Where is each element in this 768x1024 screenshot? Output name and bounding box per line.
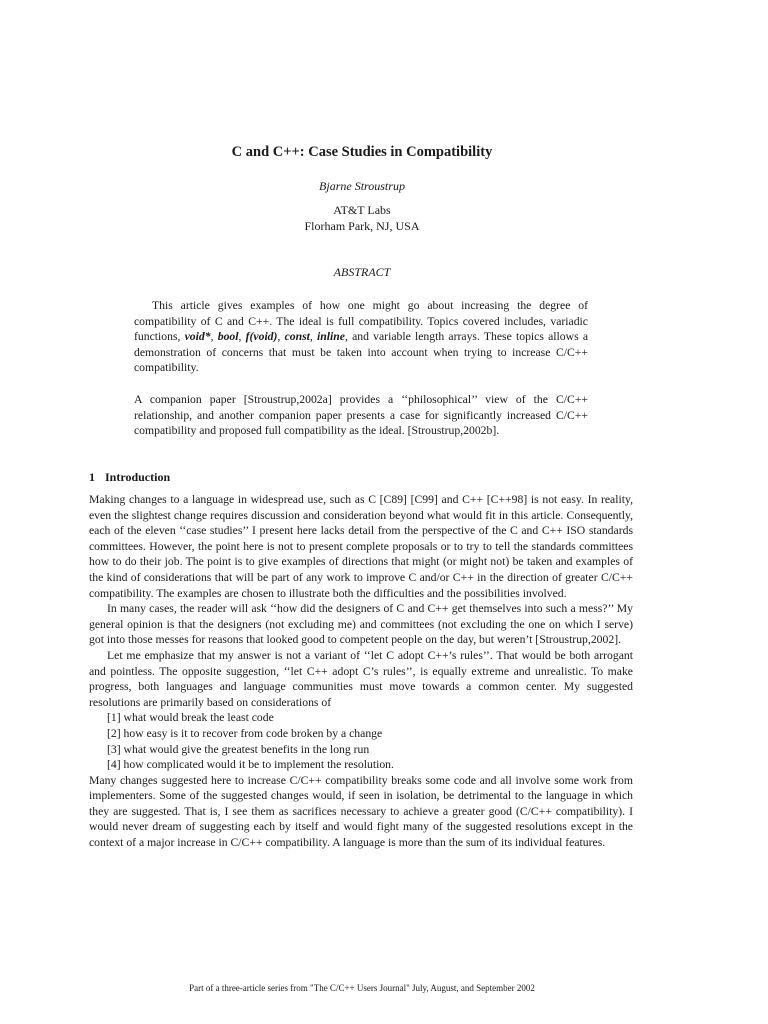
abstract-separator: , bbox=[309, 330, 318, 344]
body-paragraph-1: Making changes to a language in widespread use, such as C [C89] [C99] and C++ [C++98] is not easy. In reality, even the slightest change requires discussion and consideration beyond what would fit in this article. Consequently, each of the eleven ‘‘case studies’’ I present here lacks detail from the perspective of the C and C++ ISO standards committees. However, the point here is not to present complete proposals or to try to tell the standards committees how to do their job. The point is to give examples of directions that might (or might not) be taken and examples of the kind of considerations that will be part of any work to improve C and/or C++ in the direction of greater C/C++ compatibility. The examples are chosen to illustrate both the difficulties and the possibilities involved. bbox=[89, 493, 633, 600]
body-paragraph-4: Many changes suggested here to increase C/C++ compatibility breaks some code and all involve some work from implementers. Some of the suggested changes would, if seen in isolation, be detrimental to the language in which they are suggested. That is, I see them as sacrifices necessary to achieve a greater good (C/C++ compatibility). I would never dream of suggesting each by itself and would fight many of the suggested resolutions except in the context of a major increase in C/C++ compatibility. A language is more than the sum of its individual features. bbox=[89, 773, 633, 850]
list-item: [3] what would give the greatest benefits in the long run bbox=[107, 742, 370, 756]
keyword-f-void: f(void) bbox=[245, 330, 278, 344]
section-number: 1 bbox=[89, 470, 95, 484]
section-heading bbox=[89, 470, 170, 485]
abstract-heading: ABSTRACT bbox=[333, 265, 391, 279]
affiliation bbox=[0, 202, 724, 234]
abstract-text-a: This article gives examples of how one might go about increasing the degree of compatibility of C and C++. The ideal is full compatibility. Topics covered includes, variadic functions, bbox=[134, 299, 588, 344]
paper-title: C and C++: Case Studies in Compatibility bbox=[231, 144, 493, 160]
list-item: [2] how easy is it to recover from code broken by a change bbox=[107, 726, 383, 740]
keyword-bool: bool bbox=[217, 330, 239, 344]
list-item: [1] what would break the least code bbox=[107, 711, 274, 725]
body-paragraph-3: Let me emphasize that my answer is not a variant of ‘‘let C adopt C++’s rules’’. That would be both arrogant and pointless. The opposite suggestion, ‘‘let C++ adopt C’s rules’’, is equally extreme and unrealistic. To make progress, both languages and language communities must move towards a common center. My suggested resolutions are primarily based on considerations of bbox=[89, 648, 633, 709]
section-body bbox=[89, 492, 633, 851]
page-footer: Part of a three-article series from "The C/C++ Users Journal" July, August, and September 2002 bbox=[189, 983, 535, 993]
section-title: Introduction bbox=[105, 470, 171, 484]
abstract-text-b: , and variable length arrays. These topics allows a demonstration of concerns that must be taken into account when trying to increase C/C++ compatibility. bbox=[134, 330, 589, 375]
abstract-paragraph-2: A companion paper [Stroustrup,2002a] provides a ‘‘philosophical’’ view of the C/C++ relationship, and another companion paper presents a case for significantly increased C/C++ compatibility and proposed full compatibility as the ideal. [Stroustrup,2002b]. bbox=[134, 393, 588, 438]
abstract-paragraph-1 bbox=[134, 298, 588, 376]
abstract-separator: , bbox=[277, 330, 285, 344]
body-paragraph-2: In many cases, the reader will ask ‘‘how did the designers of C and C++ get themselves into such a mess?’’ My general opinion is that the designers (not excluding me) and committees (not excluding the one on which I serve) got into those messes for reasons that looked good to competent people on the day, but weren’t [Stroustrup,2002]. bbox=[89, 602, 633, 647]
list-item: [4] how complicated would it be to implement the resolution. bbox=[107, 758, 394, 772]
keyword-const: const bbox=[284, 330, 310, 344]
abstract-separator: , bbox=[210, 330, 218, 344]
affiliation-org: AT&T Labs bbox=[333, 203, 391, 217]
abstract-separator: , bbox=[238, 330, 246, 344]
considerations-list bbox=[89, 710, 633, 772]
keyword-void-pointer: void* bbox=[184, 330, 211, 344]
author-name: Bjarne Stroustrup bbox=[319, 179, 405, 193]
affiliation-place: Florham Park, NJ, USA bbox=[304, 219, 420, 233]
keyword-inline: inline bbox=[317, 330, 345, 344]
